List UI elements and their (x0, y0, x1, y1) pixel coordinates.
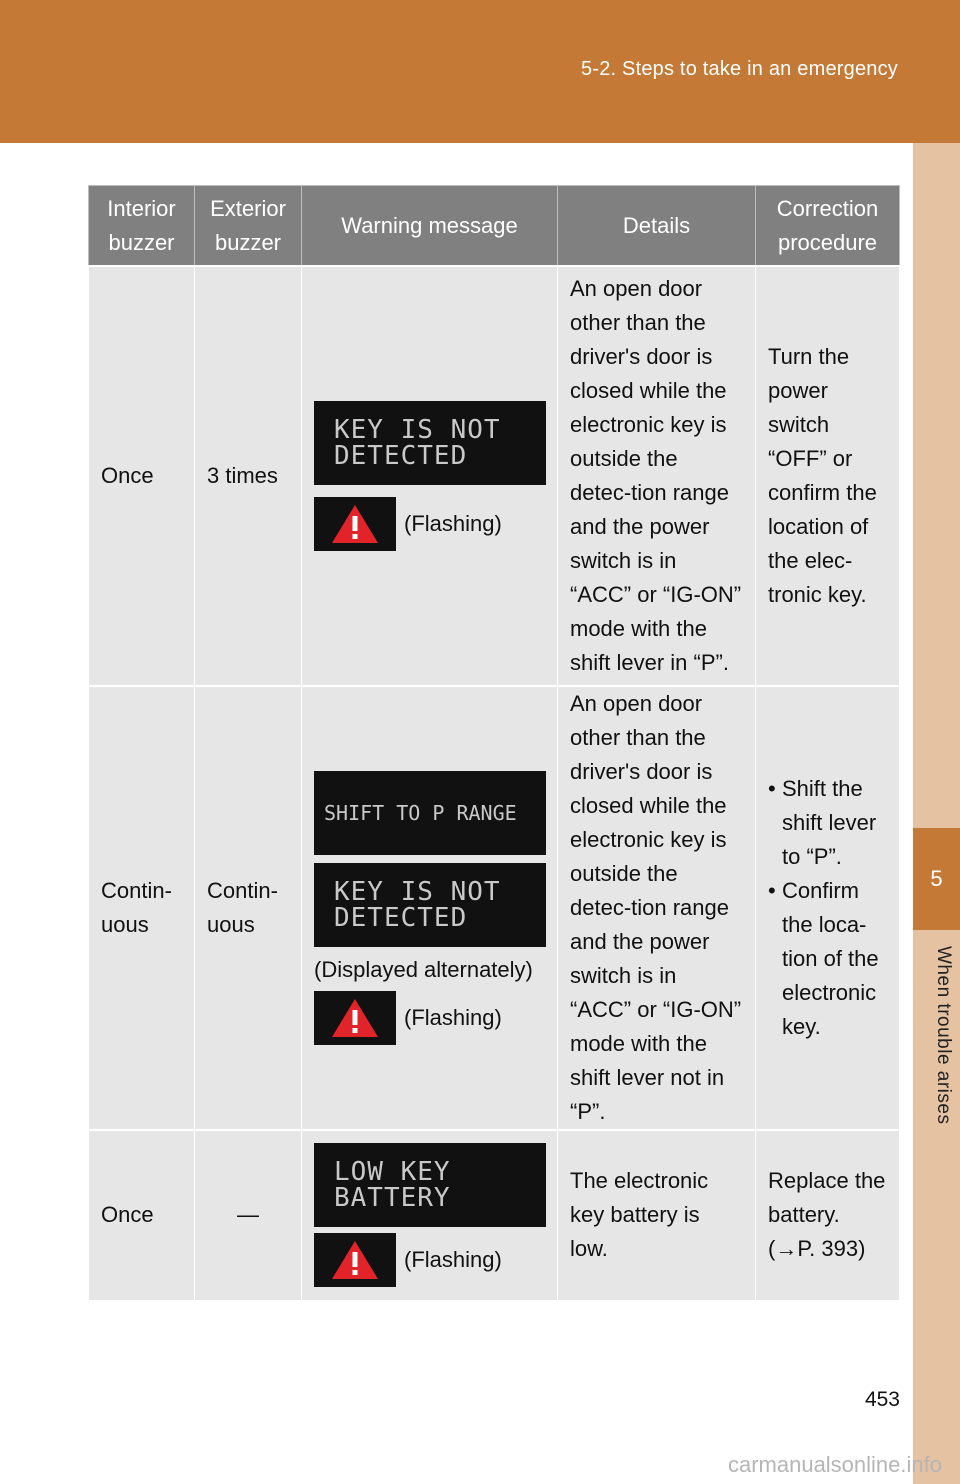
display-message (314, 401, 546, 485)
warning-triangle-icon (314, 991, 396, 1045)
page-number: 453 (864, 1388, 900, 1411)
alternate-label: (Displayed alternately) (314, 957, 533, 982)
interior-buzzer-cell: Contin-uous (89, 686, 195, 1130)
chapter-side-tab (913, 143, 960, 1484)
flashing-label: (Flashing) (404, 511, 502, 536)
interior-buzzer-cell: Once (89, 266, 195, 686)
display-line: KEY IS NOT (334, 415, 501, 445)
exterior-buzzer-cell: Contin-uous (195, 686, 302, 1130)
exterior-buzzer-cell: — (195, 1130, 302, 1300)
section-title: 5-2. Steps to take in an emergency (581, 58, 898, 80)
table-row (89, 686, 900, 1130)
table-row (89, 1130, 900, 1300)
chapter-number: 5 (913, 828, 960, 930)
correction-cell: Replace the battery. (→P. 393) (756, 1130, 900, 1300)
warning-message-cell (302, 266, 558, 686)
display-line: DETECTED (334, 441, 468, 471)
warning-triangle-icon (314, 1233, 396, 1287)
column-header: Warning message (302, 186, 558, 267)
table-header-row (89, 186, 900, 267)
details-cell: An open door other than the driver's door is closed while the electronic key is outside the detec-tion range and the power switch is in “ACC” or “IG-ON” mode with the shift lever not in “P”. (558, 686, 756, 1130)
flashing-label: (Flashing) (404, 1247, 502, 1273)
column-header: Interior buzzer (89, 186, 195, 267)
column-header: Details (558, 186, 756, 267)
correction-cell: • Shift the shift lever to “P”. • Confirm the loca-tion of the electronic key. (756, 686, 900, 1130)
warning-message-cell (302, 686, 558, 1130)
column-header: Exterior buzzer (195, 186, 302, 267)
display-message (314, 863, 546, 947)
details-cell: An open door other than the driver's door is closed while the electronic key is outside the detec-tion range and the power switch is in “ACC” or “IG-ON” mode with the shift lever in “P”. (558, 266, 756, 686)
display-line: BATTERY (334, 1183, 451, 1214)
exterior-buzzer-cell: 3 times (195, 266, 302, 686)
table-row (89, 266, 900, 686)
column-header: Correction procedure (756, 186, 900, 267)
display-line: DETECTED (334, 903, 468, 933)
watermark-link[interactable]: carmanualsonline.info (727, 1452, 942, 1477)
display-message (314, 1143, 546, 1227)
correction-cell: Turn the power switch “OFF” or confirm the location of the elec-tronic key. (756, 266, 900, 686)
display-line: LOW KEY (334, 1157, 451, 1188)
display-message: SHIFT TO P RANGE (314, 771, 546, 855)
warning-triangle-icon (314, 497, 396, 551)
details-cell: The electronic key battery is low. (558, 1130, 756, 1300)
warning-message-table (88, 185, 900, 1301)
chapter-label: When trouble arises (933, 946, 954, 1125)
correction-item: Confirm the loca-tion of the electronic key. (782, 878, 879, 1039)
display-line: KEY IS NOT (334, 877, 501, 907)
warning-message-cell (302, 1130, 558, 1300)
flashing-label: (Flashing) (404, 1005, 502, 1030)
correction-item: Shift the shift lever to “P”. (782, 776, 877, 869)
interior-buzzer-cell: Once (89, 1130, 195, 1300)
